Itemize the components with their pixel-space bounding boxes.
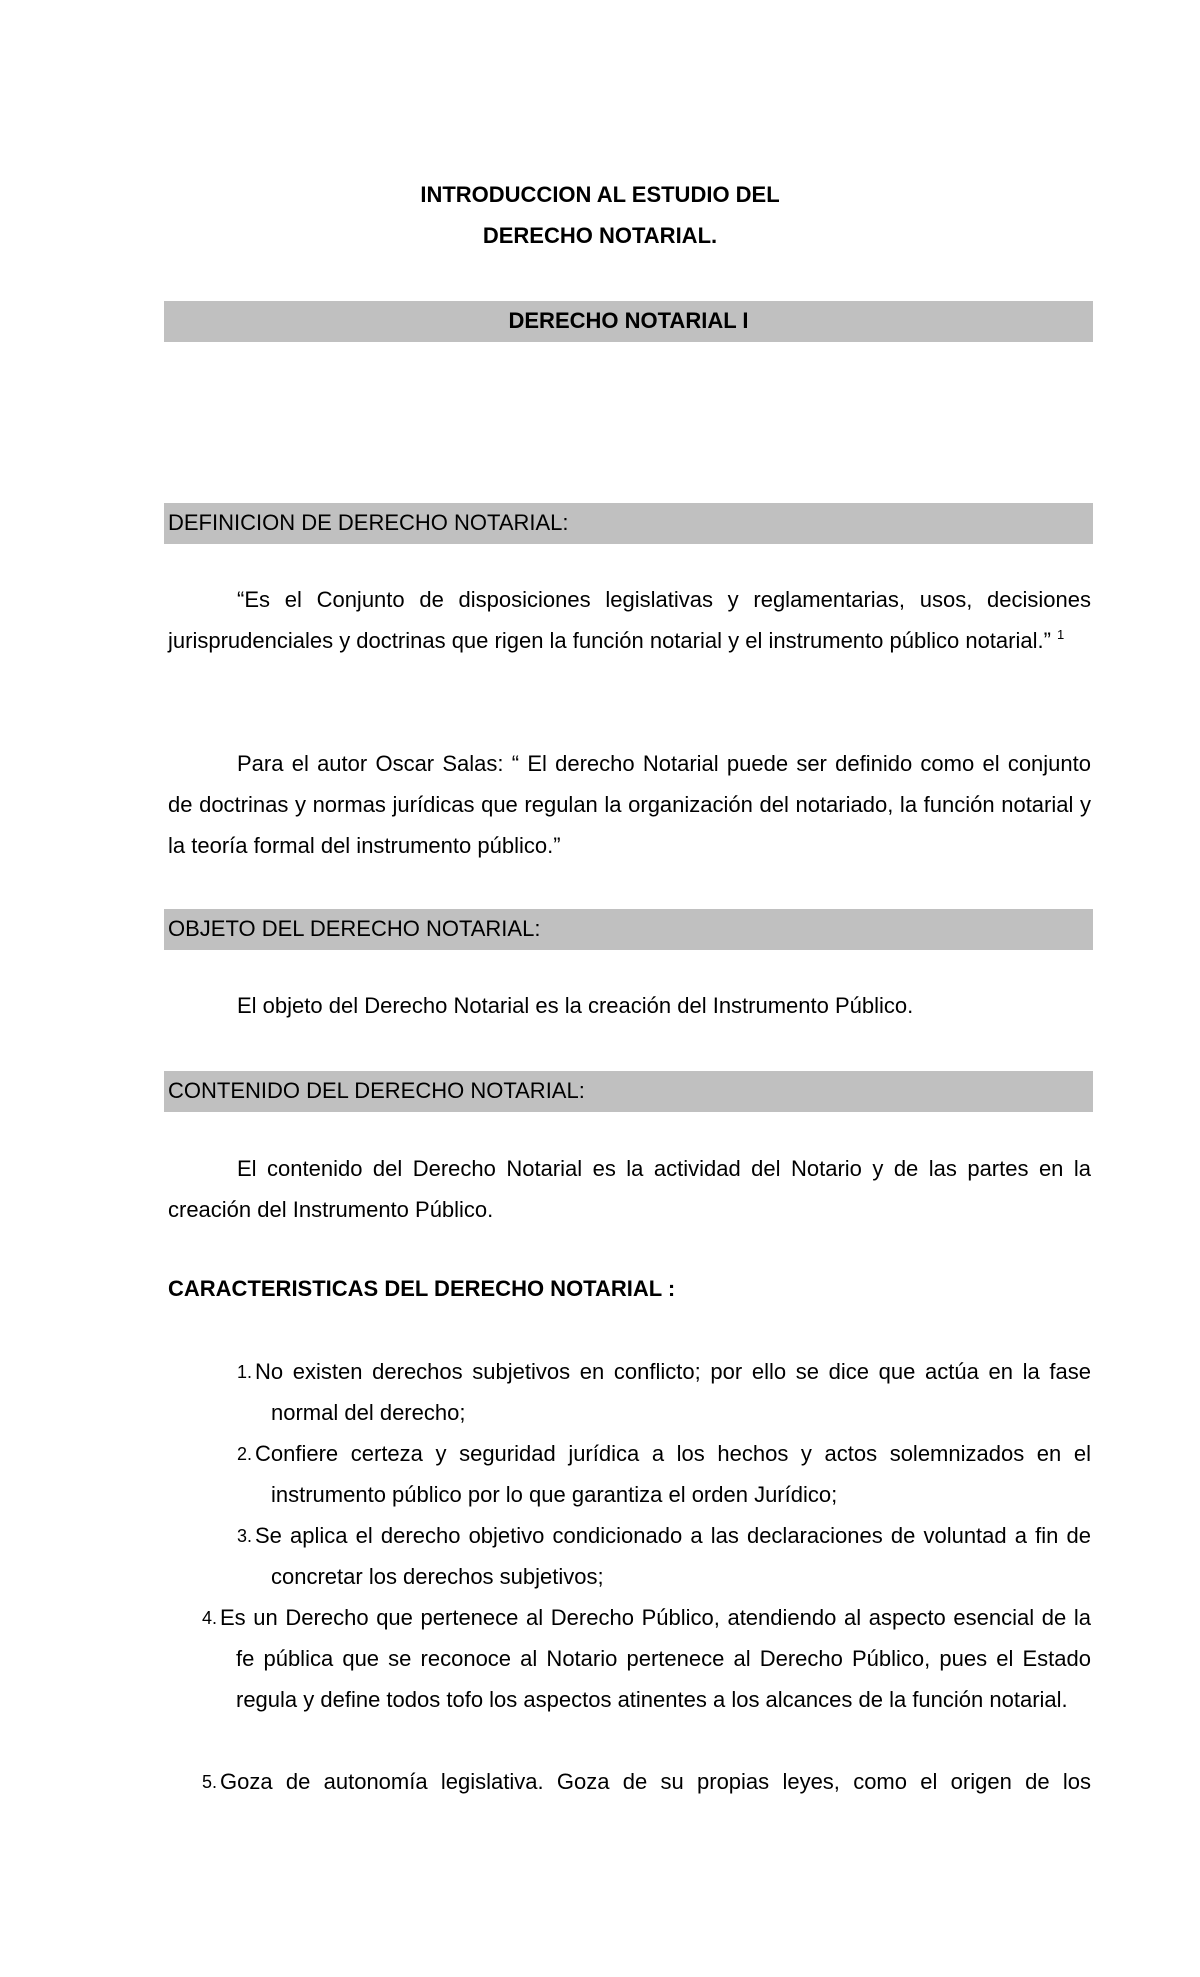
list-item-text: No existen derechos subjetivos en conflicto; por ello se dice que actúa en la fase normal del derecho; [255, 1359, 1091, 1425]
footnote-reference: 1 [1057, 627, 1065, 642]
objeto-paragraph: El objeto del Derecho Notarial es la creación del Instrumento Público. [237, 993, 914, 1018]
section-heading-band-definicion [164, 503, 1093, 544]
list-item-4 [202, 1597, 1091, 1720]
list-item-1 [237, 1351, 1091, 1433]
list-item-number: 4. [202, 1608, 218, 1628]
section-heading-definicion: DEFINICION DE DERECHO NOTARIAL: [168, 510, 569, 535]
document-title-line-1: INTRODUCCION AL ESTUDIO DEL [420, 182, 780, 207]
section-heading-objeto: OBJETO DEL DERECHO NOTARIAL: [168, 916, 541, 941]
definition-paragraph [168, 579, 1091, 661]
section-heading-contenido: CONTENIDO DEL DERECHO NOTARIAL: [168, 1078, 585, 1103]
section-heading-caracteristicas: CARACTERISTICAS DEL DERECHO NOTARIAL : [168, 1276, 676, 1301]
section-heading-band-contenido [164, 1071, 1093, 1112]
list-item-number: 3. [237, 1526, 253, 1546]
list-item-text: Se aplica el derecho objetivo condicionado a las declaraciones de voluntad a fin de concretar los derechos subjetivos; [255, 1523, 1091, 1589]
course-title: DERECHO NOTARIAL I [508, 308, 749, 333]
list-item-number: 5. [202, 1772, 218, 1792]
list-item-2 [237, 1433, 1091, 1515]
list-item-5 [202, 1761, 1091, 1802]
section-heading-band-objeto [164, 909, 1093, 950]
document-title-line-2: DERECHO NOTARIAL. [482, 223, 718, 248]
list-item-text: Goza de autonomía legislativa. Goza de su propias leyes, como el origen de los [220, 1769, 1091, 1794]
list-item-text: Confiere certeza y seguridad jurídica a los hechos y actos solemnizados en el instrumento público por lo que garantiza el orden Jurídico; [255, 1441, 1091, 1507]
definition-quote: “Es el Conjunto de disposiciones legislativas y reglamentarias, usos, decisiones jurisprudenciales y doctrinas que rigen la función notarial y el instrumento público notarial.” [168, 587, 1091, 653]
contenido-paragraph: El contenido del Derecho Notarial es la actividad del Notario y de las partes en la creación del Instrumento Público. [168, 1156, 1091, 1222]
list-item-number: 2. [237, 1444, 253, 1464]
list-item-3 [237, 1515, 1091, 1597]
list-item-text: Es un Derecho que pertenece al Derecho Público, atendiendo al aspecto esencial de la fe pública que se reconoce al Notario pertenece al Derecho Público, pues el Estado regula y define todos tofo los aspectos atinentes a los alcances de la función notarial. [220, 1605, 1091, 1712]
list-item-number: 1. [237, 1362, 253, 1382]
course-title-band [164, 301, 1093, 342]
salas-definition-paragraph: Para el autor Oscar Salas: “ El derecho Notarial puede ser definido como el conjunto de doctrinas y normas jurídicas que regulan la organización del notariado, la función notarial y la teoría formal del instrumento público.” [168, 751, 1091, 858]
